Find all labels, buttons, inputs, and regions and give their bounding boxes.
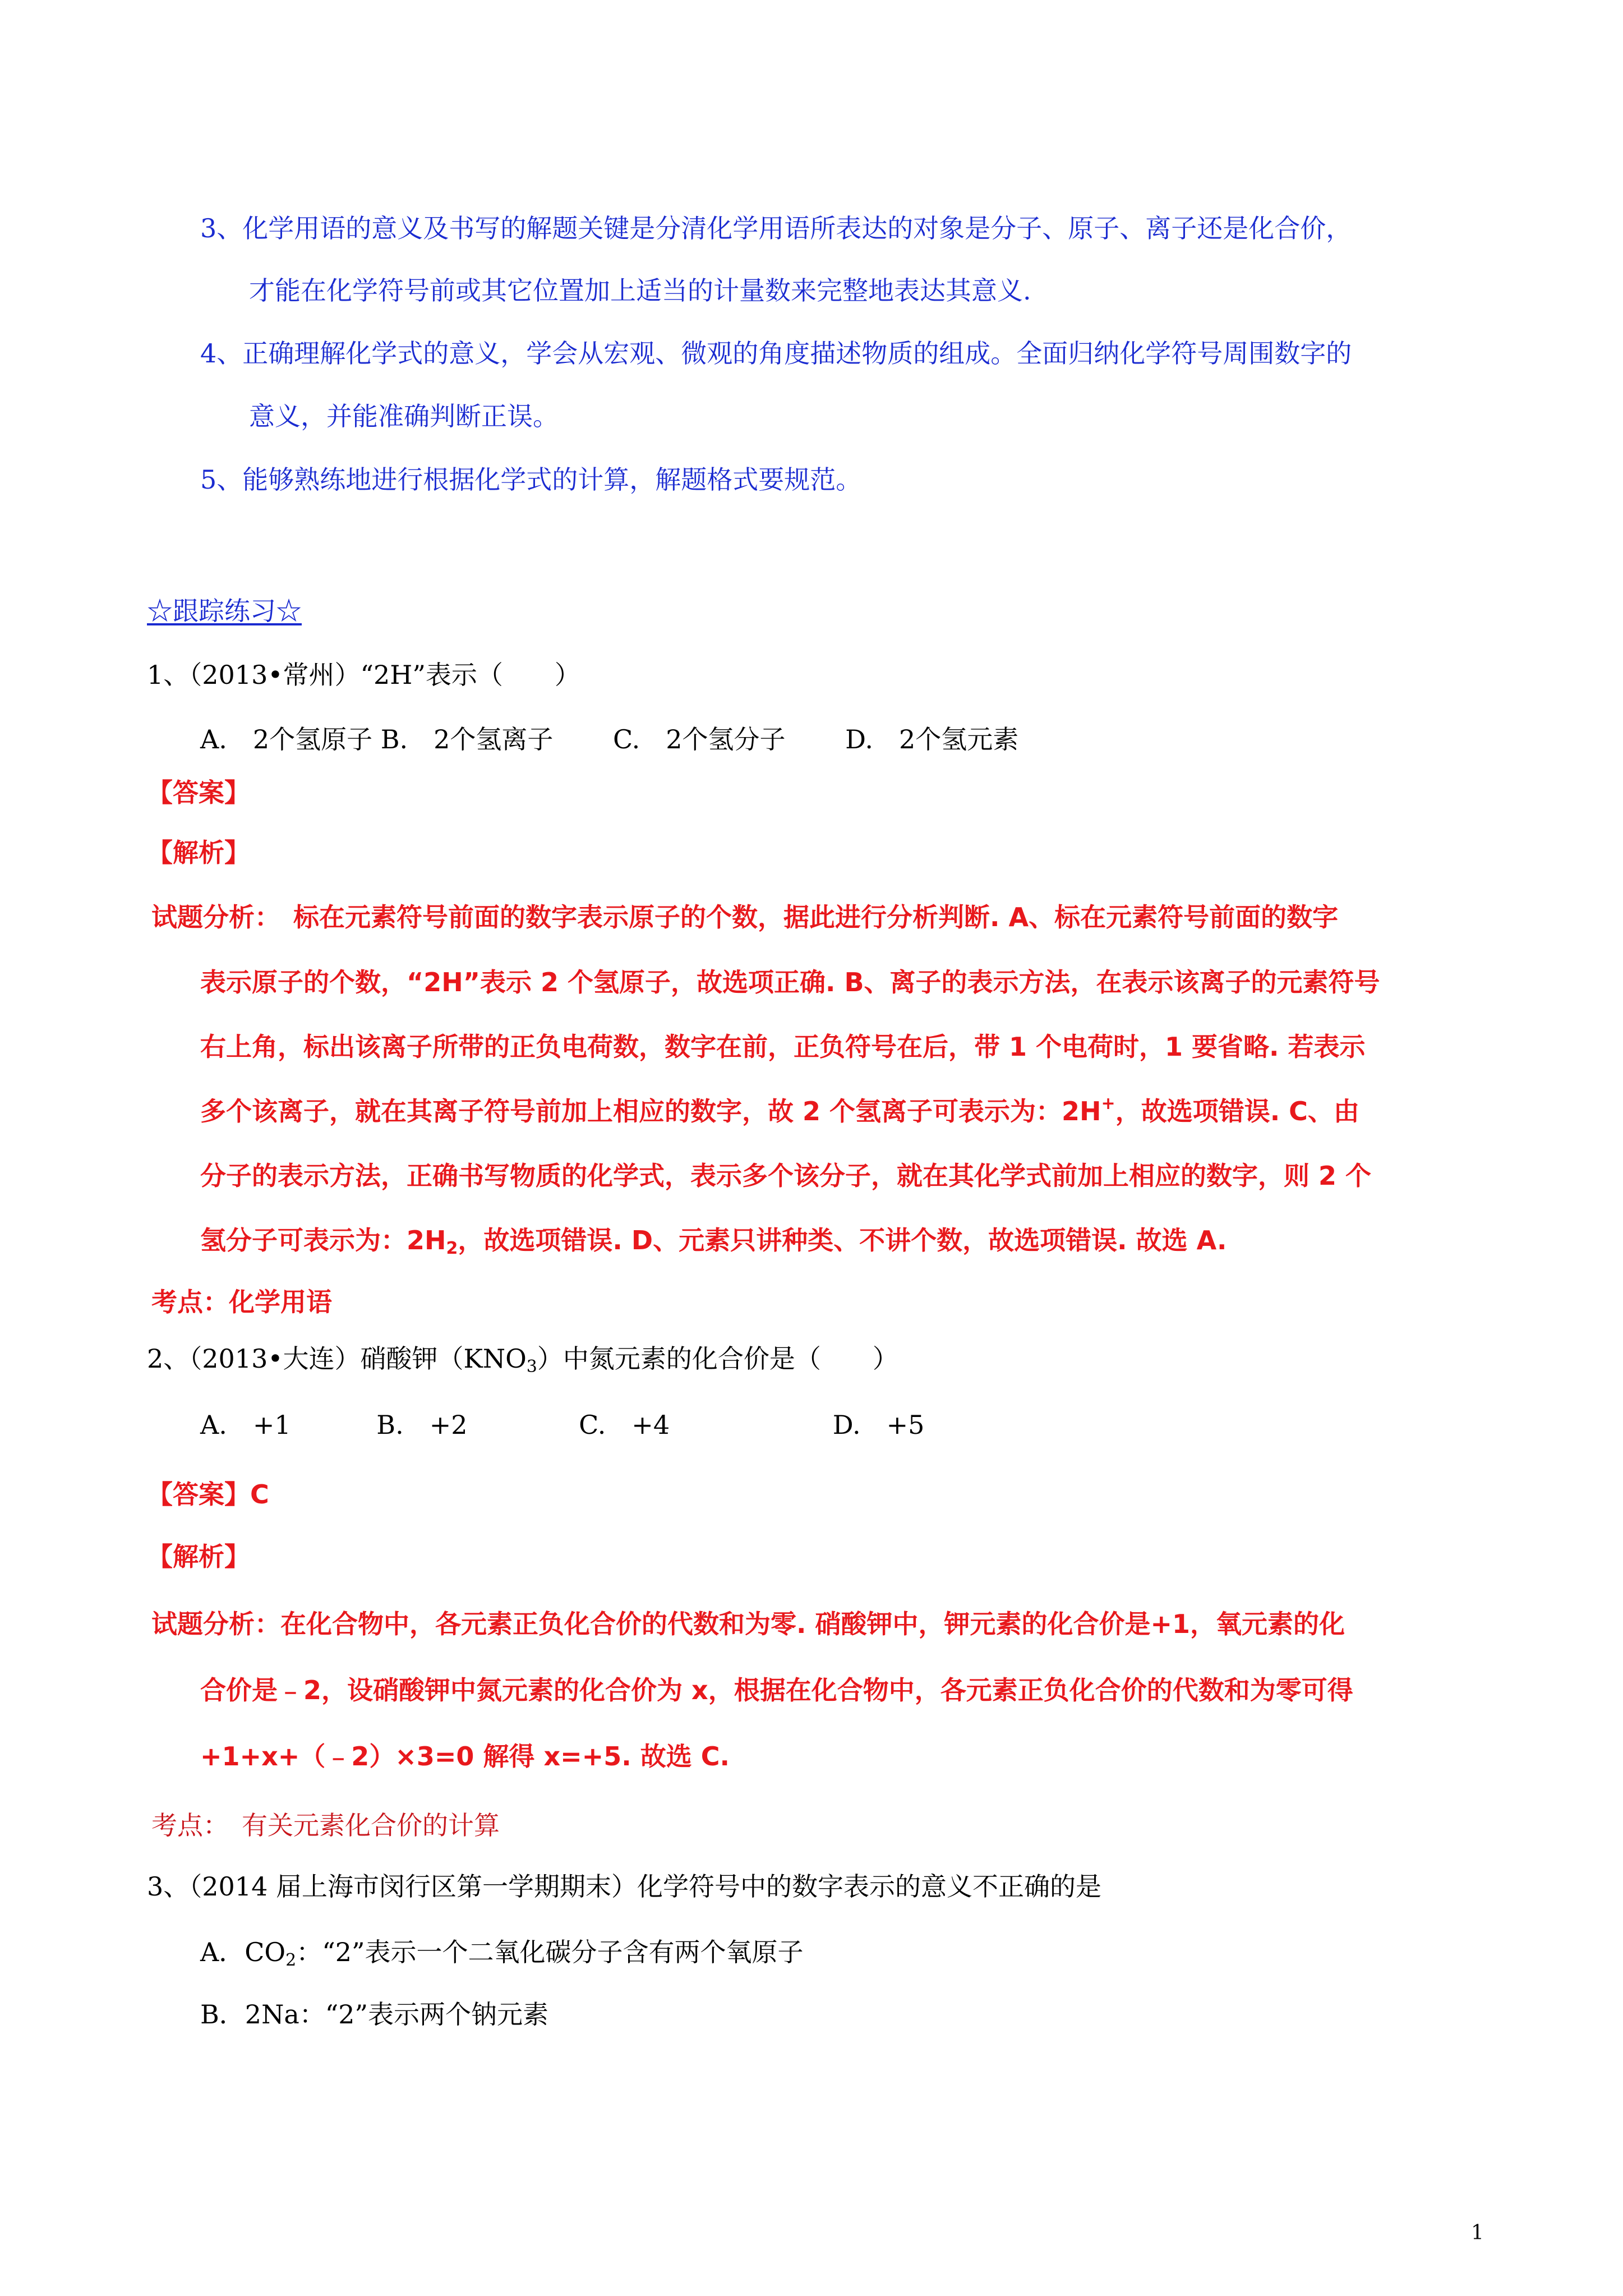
q1-analysis-line-6 bbox=[200, 1225, 1227, 1258]
q2-answer-label: 【答案】 bbox=[147, 1479, 250, 1510]
q2-stem-b: ）中氮元素的化合价是（ ） bbox=[537, 1343, 898, 1374]
q1-analysis-line-3: 右上角，标出该离子所带的正负电荷数，数字在前，正负符号在后，带 1 个电荷时，1 要省略. 若表示 bbox=[200, 1032, 1366, 1062]
q2-kaodian: 考点： 有关元素化合价的计算 bbox=[151, 1810, 500, 1841]
q2-analysis-line-2: 合价是﹣2，设硝酸钾中氮元素的化合价为 x，根据在化合物中，各元素正负化合价的代数和为零可得 bbox=[200, 1675, 1353, 1705]
q1-analysis-label: 【解析】 bbox=[147, 838, 250, 868]
intro-point-3-cont: 才能在化学符号前或其它位置加上适当的计量数来完整地表达其意义. bbox=[249, 275, 1031, 306]
intro-point-3: 3、化学用语的意义及书写的解题关键是分清化学用语所表达的对象是分子、原子、离子还是化合价， bbox=[200, 213, 1352, 243]
section-title: ☆跟踪练习☆ bbox=[147, 596, 302, 626]
q2-stem-a: 2、（2013•大连）硝酸钾（KNO bbox=[147, 1343, 527, 1374]
q1-stem: 1、（2013•常州）“2H”表示（ ） bbox=[147, 660, 580, 690]
q3-option-a-tail: ：“2”表示一个二氧化碳分子含有两个氧原子 bbox=[296, 1937, 804, 1967]
co2-subscript: 2 bbox=[285, 1950, 297, 1970]
q1-analysis-line-4-tail: ，故选项错误. C、由 bbox=[1115, 1096, 1359, 1126]
kno3-subscript: 3 bbox=[526, 1357, 537, 1377]
q3-stem: 3、（2014 届上海市闵行区第一学期期末）化学符号中的数字表示的意义不正确的是 bbox=[147, 1871, 1101, 1902]
q1-analysis-line-4-text: 多个该离子，就在其离子符号前加上相应的数字，故 2 个氢离子可表示为：2H bbox=[200, 1096, 1101, 1126]
q1-analysis-line-6-tail: ，故选项错误. D、元素只讲种类、不讲个数，故选项错误. 故选 A. bbox=[458, 1225, 1227, 1255]
intro-point-5: 5、能够熟练地进行根据化学式的计算，解题格式要规范。 bbox=[200, 464, 862, 495]
q1-analysis-line-6-text: 氢分子可表示为：2H bbox=[200, 1225, 446, 1255]
hydrogen-ion-charge: + bbox=[1101, 1094, 1115, 1114]
q2-analysis-label: 【解析】 bbox=[147, 1542, 250, 1572]
q2-analysis-line-1: 试题分析：在化合物中，各元素正负化合价的代数和为零. 硝酸钾中，钾元素的化合价是+1，氧元素的化 bbox=[151, 1609, 1345, 1639]
q3-option-b: B．2Na：“2”表示两个钠元素 bbox=[200, 1999, 549, 2030]
q1-analysis-line-4 bbox=[200, 1094, 1359, 1126]
q1-kaodian: 考点：化学用语 bbox=[151, 1287, 332, 1317]
q2-answer-value: C bbox=[250, 1479, 269, 1510]
q3-option-a-text: A．CO bbox=[200, 1937, 286, 1967]
q2-answer bbox=[147, 1479, 269, 1510]
q2-analysis-line-3: +1+x+（﹣2）×3=0 解得 x=+5. 故选 C. bbox=[200, 1741, 730, 1772]
q2-options: A. +1 B. +2 C. +4 D. +5 bbox=[200, 1410, 925, 1440]
q1-analysis-line-1: 试题分析： 标在元素符号前面的数字表示原子的个数，据此进行分析判断. A、标在元素符号前面的数字 bbox=[151, 902, 1339, 932]
q2-stem bbox=[147, 1343, 898, 1377]
q1-answer-label: 【答案】 bbox=[147, 777, 250, 808]
intro-point-4-cont: 意义，并能准确判断正误。 bbox=[249, 401, 559, 431]
intro-point-4: 4、正确理解化学式的意义，学会从宏观、微观的角度描述物质的组成。全面归纳化学符号周围数字的 bbox=[200, 338, 1352, 369]
q3-option-a bbox=[200, 1937, 804, 1970]
q1-options: A. 2个氢原子 B. 2个氢离子 C. 2个氢分子 D. 2个氢元素 bbox=[200, 724, 1019, 754]
h2-subscript: 2 bbox=[446, 1239, 458, 1258]
q1-analysis-line-5: 分子的表示方法，正确书写物质的化学式，表示多个该分子，就在其化学式前加上相应的数字，则 2 个 bbox=[200, 1161, 1372, 1191]
q1-analysis-line-2: 表示原子的个数，“2H”表示 2 个氢原子，故选项正确. B、离子的表示方法，在表示该离子的元素符号 bbox=[200, 967, 1380, 997]
page-number: 1 bbox=[1471, 2221, 1484, 2244]
